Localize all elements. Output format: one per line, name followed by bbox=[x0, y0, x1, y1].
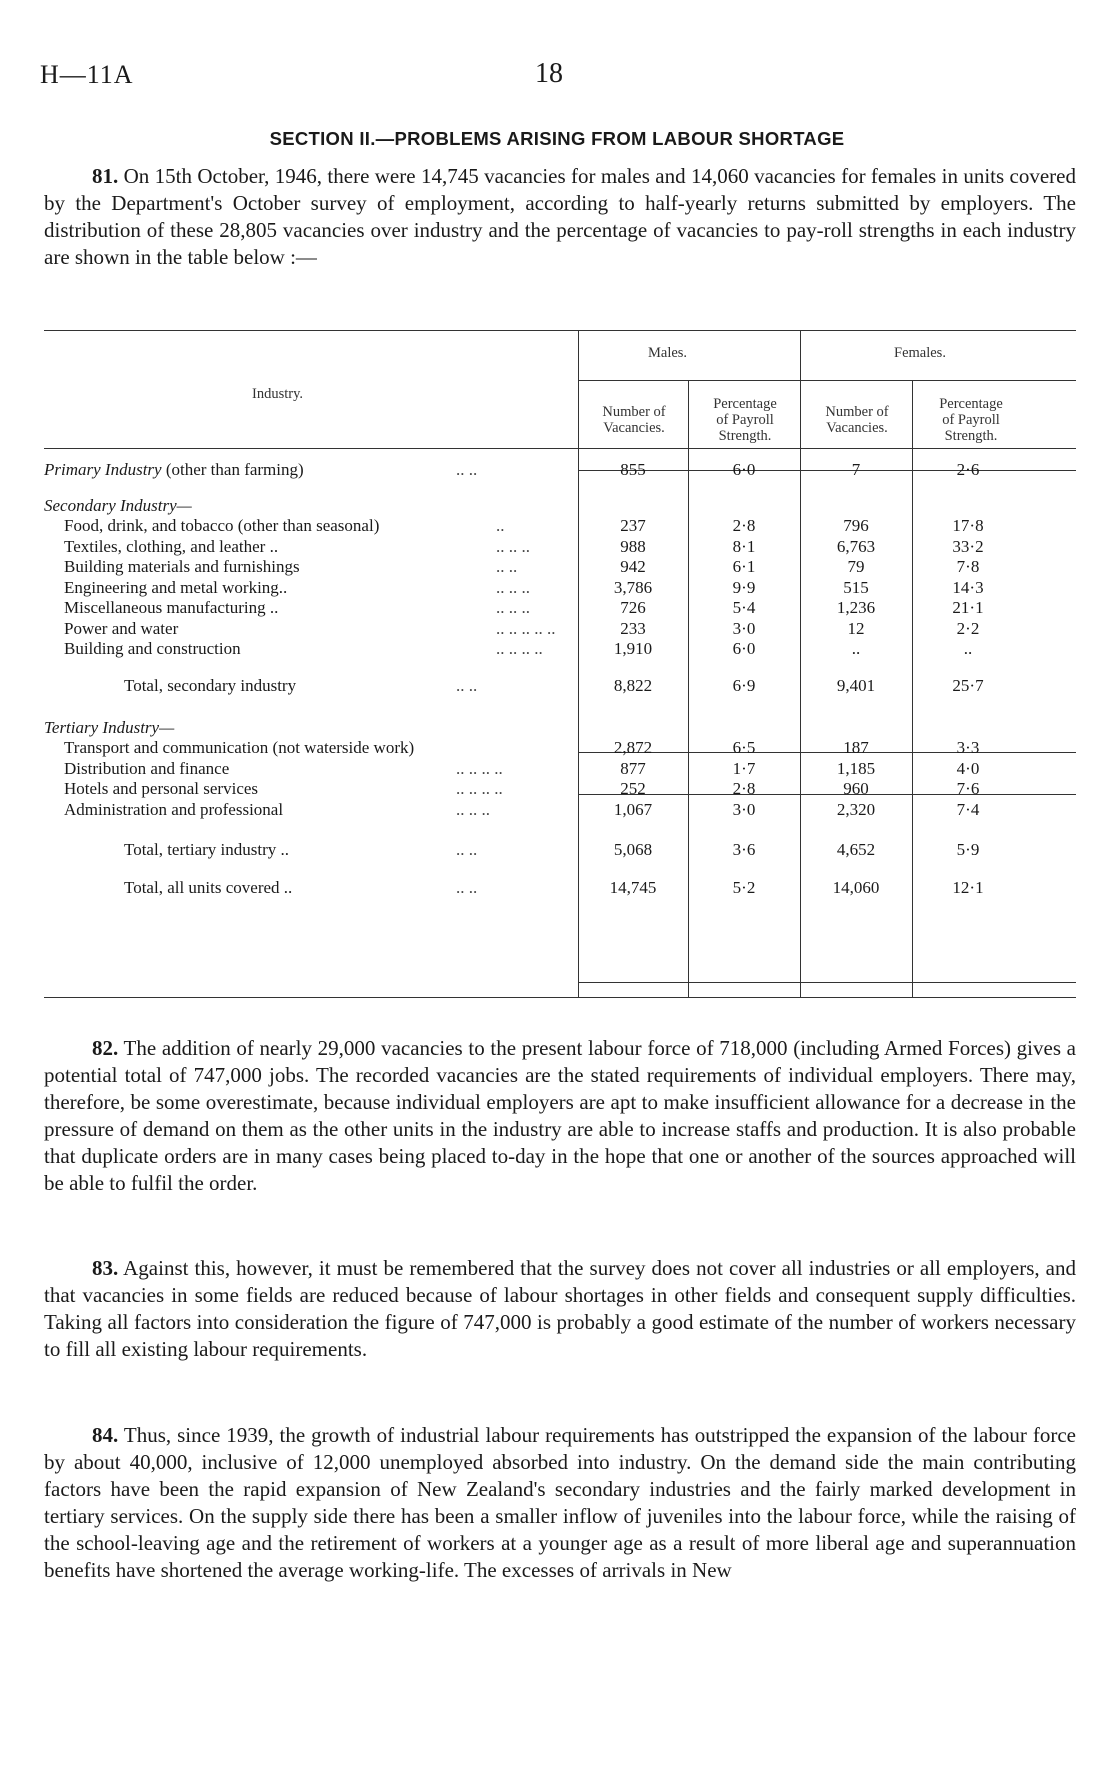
tertiary-total-value: 3·6 bbox=[732, 840, 756, 859]
paragraph-number: 83. bbox=[92, 1256, 119, 1280]
secondary-row-value: 14·3 bbox=[952, 577, 984, 597]
paragraph-text: The addition of nearly 29,000 vacancies to the present labour force of 718,000 (including Armed Forces) gives a potential total of 747,000 jobs. The recorded vacancies are the stated requirements of individual employers. There may, therefore, be some overestimate, because individual employers are apt to make insufficient allowance for a decrease in the pressure of demand on them as the other units in the industry are able to increase staffs and production. It is also probable that duplicate orders are in many cases being placed to-day in the hope that one or another of the sources approached will be able to fulfil the order. bbox=[44, 1036, 1076, 1195]
secondary-row-leader: .. .. .. .. bbox=[496, 639, 543, 658]
tertiary-row-value: 1·7 bbox=[732, 758, 756, 778]
secondary-row-value: 33·2 bbox=[952, 536, 984, 556]
secondary-row-value: 2·2 bbox=[956, 618, 980, 638]
secondary-row-value: .. bbox=[851, 639, 861, 658]
secondary-row-value: 3·0 bbox=[732, 618, 756, 638]
grand-total-value: 14,060 bbox=[832, 878, 880, 897]
secondary-row-leader: .. .. .. bbox=[496, 598, 530, 617]
secondary-row-value: 6·1 bbox=[732, 557, 756, 576]
secondary-total-leader: .. .. bbox=[456, 676, 478, 695]
tertiary-row-label: Hotels and personal services bbox=[64, 779, 259, 798]
section-heading: SECTION II.—PROBLEMS ARISING FROM LABOUR SHORTAGE bbox=[269, 128, 845, 149]
secondary-row-leader: .. bbox=[496, 516, 505, 535]
primary-row-value: 7 bbox=[851, 460, 861, 479]
tertiary-row-label: Distribution and finance bbox=[64, 758, 230, 778]
secondary-total-value: 9,401 bbox=[836, 676, 876, 695]
header-females: Females. bbox=[894, 345, 946, 361]
grand-total-label: Total, all units covered .. bbox=[124, 878, 293, 897]
secondary-row-value: 17·8 bbox=[952, 516, 984, 535]
secondary-row-label: Power and water bbox=[64, 618, 179, 638]
primary-row-value: 2·6 bbox=[956, 460, 980, 479]
primary-row-value: 6·0 bbox=[732, 460, 756, 479]
paragraph-81 bbox=[44, 163, 1076, 271]
tertiary-total-value: 5,068 bbox=[613, 840, 653, 859]
secondary-total-label: Total, secondary industry bbox=[124, 676, 297, 695]
secondary-total-value: 25·7 bbox=[952, 676, 984, 695]
secondary-row-value: 6·0 bbox=[732, 639, 756, 658]
tertiary-total-leader: .. .. bbox=[456, 840, 478, 859]
header-females-number: Number of Vacancies. bbox=[825, 404, 889, 436]
secondary-row-leader: .. .. .. bbox=[496, 536, 530, 556]
document-code: H—11A bbox=[40, 60, 134, 89]
secondary-row-leader: .. .. bbox=[496, 557, 518, 576]
secondary-row-value: 2·8 bbox=[732, 516, 756, 535]
secondary-row-value: 3,786 bbox=[613, 577, 653, 597]
tertiary-row-value: 7·6 bbox=[956, 779, 980, 798]
secondary-row-value: 1,236 bbox=[836, 598, 876, 617]
tertiary-row-label: Administration and professional bbox=[64, 799, 284, 819]
tertiary-total-label: Total, tertiary industry .. bbox=[124, 840, 289, 859]
grand-total-value: 12·1 bbox=[952, 878, 984, 897]
secondary-row-value: 5·4 bbox=[732, 598, 756, 617]
secondary-row-leader: .. .. .. bbox=[496, 577, 530, 597]
header-males: Males. bbox=[648, 345, 688, 361]
tertiary-row-value: 2·8 bbox=[732, 779, 756, 798]
secondary-row-value: 726 bbox=[620, 598, 646, 617]
secondary-heading: Secondary Industry— bbox=[44, 496, 192, 515]
secondary-row-label: Building materials and furnishings bbox=[64, 557, 300, 576]
secondary-total-value: 6·9 bbox=[732, 676, 756, 695]
tertiary-row-leader: .. .. .. .. bbox=[456, 779, 503, 798]
primary-industry-label: Primary Industry (other than farming) bbox=[44, 460, 304, 479]
secondary-row-label: Food, drink, and tobacco (other than seasonal) bbox=[64, 516, 380, 535]
tertiary-row-value: 3·0 bbox=[732, 799, 756, 819]
tertiary-row-value: 1,067 bbox=[613, 799, 653, 819]
tertiary-row-value: 187 bbox=[843, 738, 869, 757]
tertiary-row-value: 2,320 bbox=[836, 799, 876, 819]
secondary-row-label: Engineering and metal working.. bbox=[64, 577, 288, 597]
secondary-total-value: 8,822 bbox=[613, 676, 653, 695]
header-females-percentage: Percentage of Payroll Strength. bbox=[939, 396, 1003, 444]
tertiary-row-value: 3·3 bbox=[956, 738, 980, 757]
secondary-row-label: Textiles, clothing, and leather .. bbox=[64, 536, 279, 556]
secondary-row-value: .. bbox=[963, 639, 973, 658]
paragraph-84 bbox=[44, 1422, 1076, 1584]
vacancies-table bbox=[44, 330, 1076, 998]
paragraph-text: On 15th October, 1946, there were 14,745 vacancies for males and 14,060 vacancies for females in units covered by the Department's October survey of employment, according to half-yearly returns submitted by employers. The distribution of these 28,805 vacancies over industry and the percentage of vacancies to pay-roll strengths in each industry are shown in the table below :— bbox=[44, 164, 1076, 269]
header-males-percentage: Percentage of Payroll Strength. bbox=[713, 396, 777, 444]
paragraph-number: 81. bbox=[92, 164, 119, 188]
tertiary-row-value: 2,872 bbox=[613, 738, 653, 757]
tertiary-row-value: 4·0 bbox=[956, 758, 980, 778]
tertiary-row-value: 7·4 bbox=[956, 799, 980, 819]
secondary-row-value: 942 bbox=[620, 557, 646, 576]
paragraph-number: 84. bbox=[92, 1423, 119, 1447]
paragraph-text: Against this, however, it must be remembered that the survey does not cover all industries or all employers, and that vacancies in some fields are reduced because of labour shortages in other fields and consequent supply difficulties. Taking all factors into consideration the figure of 747,000 is probably a good estimate of the number of workers necessary to fill all existing labour requirements. bbox=[44, 1256, 1076, 1361]
secondary-row-value: 21·1 bbox=[952, 598, 984, 617]
secondary-row-value: 6,763 bbox=[836, 536, 876, 556]
primary-row-value: 855 bbox=[620, 460, 646, 479]
tertiary-row-value: 1,185 bbox=[836, 758, 876, 778]
secondary-row-value: 233 bbox=[620, 618, 646, 638]
secondary-row-value: 515 bbox=[843, 577, 869, 597]
page-number: 18 bbox=[535, 58, 563, 89]
secondary-row-value: 8·1 bbox=[732, 536, 756, 556]
paragraph-82 bbox=[44, 1035, 1076, 1197]
paragraph-83 bbox=[44, 1255, 1076, 1363]
header-males-number: Number of Vacancies. bbox=[602, 404, 666, 436]
tertiary-total-value: 4,652 bbox=[836, 840, 876, 859]
secondary-row-label: Building and construction bbox=[64, 639, 241, 658]
secondary-row-leader: .. .. .. .. .. bbox=[496, 618, 556, 638]
primary-leader: .. .. bbox=[456, 460, 478, 479]
tertiary-total-value: 5·9 bbox=[956, 840, 980, 859]
paragraph-number: 82. bbox=[92, 1036, 119, 1060]
tertiary-heading: Tertiary Industry— bbox=[44, 718, 175, 737]
tertiary-row-label: Transport and communication (not waterside work) bbox=[64, 738, 415, 757]
secondary-row-value: 988 bbox=[620, 536, 646, 556]
secondary-row-value: 796 bbox=[843, 516, 869, 535]
header-industry: Industry. bbox=[252, 386, 304, 402]
grand-total-value: 5·2 bbox=[732, 878, 756, 897]
secondary-row-value: 9·9 bbox=[732, 577, 756, 597]
tertiary-row-value: 6·5 bbox=[732, 738, 756, 757]
tertiary-row-value: 252 bbox=[620, 779, 646, 798]
tertiary-row-value: 877 bbox=[620, 758, 646, 778]
secondary-row-value: 237 bbox=[620, 516, 646, 535]
paragraph-text: Thus, since 1939, the growth of industrial labour requirements has outstripped the expansion of the labour force by about 40,000, inclusive of 12,000 unemployed absorbed into industry. On the demand side the main contributing factors have been the rapid expansion of New Zealand's secondary industries and the fairly marked development in tertiary services. On the supply side there has been a smaller inflow of juveniles into the labour force, while the raising of the school-leaving age and the retirement of workers at a younger age as a result of more liberal age and superannuation benefits have shortened the average working-life. The excesses of arrivals in New bbox=[44, 1423, 1076, 1582]
grand-total-value: 14,745 bbox=[609, 878, 657, 897]
secondary-row-value: 7·8 bbox=[956, 557, 980, 576]
tertiary-row-leader: .. .. .. .. bbox=[456, 758, 503, 778]
secondary-row-value: 79 bbox=[847, 557, 865, 576]
secondary-row-value: 1,910 bbox=[613, 639, 653, 658]
tertiary-row-leader: .. .. .. bbox=[456, 799, 490, 819]
tertiary-row-value: 960 bbox=[843, 779, 869, 798]
secondary-row-label: Miscellaneous manufacturing .. bbox=[64, 598, 279, 617]
grand-total-leader: .. .. bbox=[456, 878, 478, 897]
secondary-row-value: 12 bbox=[847, 618, 865, 638]
